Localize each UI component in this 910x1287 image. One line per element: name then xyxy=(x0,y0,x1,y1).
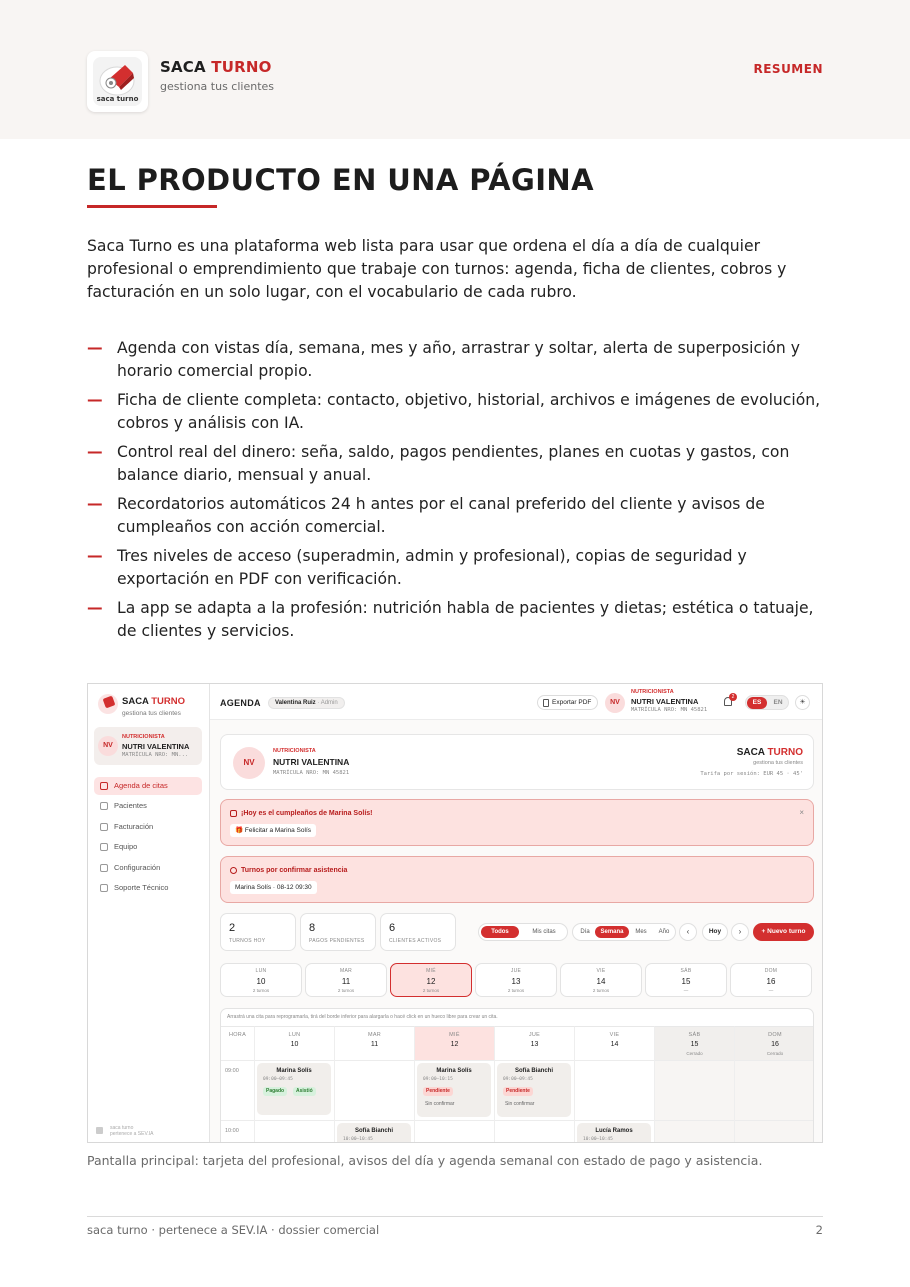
headset-icon xyxy=(100,884,108,892)
grid-day-header-today: MIÉ 12 xyxy=(414,1026,494,1060)
sidebar-item-equipo[interactable]: Equipo xyxy=(94,838,202,856)
grid-line xyxy=(414,1060,415,1143)
congratulate-button[interactable]: 🎁 Felicitar a Marina Solís xyxy=(230,824,316,837)
lang-es[interactable]: ES xyxy=(747,697,767,709)
day-card[interactable]: VIE 14 2 turnos xyxy=(560,963,642,997)
app-topbar: AGENDA Valentina Ruiz · Admin Exportar PDF NV NUTRICIONISTA NUTRI VALENTINA MATRÍCULA NRO: MN 45821 2 ES EN ☀ xyxy=(210,684,823,720)
grid-day-header: LUN 10 xyxy=(254,1026,334,1060)
page-number: 2 xyxy=(815,1223,823,1237)
team-icon xyxy=(100,843,108,851)
topbar-title: AGENDA xyxy=(220,698,261,708)
appointment-card[interactable]: Sofía Bianchi 10:00–10:45 xyxy=(337,1123,411,1143)
grid-line xyxy=(574,1060,575,1143)
sidebar-footer: saca turno pertenece a SEV.IA xyxy=(110,1125,154,1137)
view-year[interactable]: Año xyxy=(658,929,670,935)
user-chip[interactable]: Valentina Ruiz · Admin xyxy=(268,697,345,709)
section-label: RESUMEN xyxy=(753,62,823,76)
today-button[interactable]: Hoy xyxy=(702,923,728,941)
appointment-card[interactable]: Marina Solís 09:00–10:15 Pendiente Sin confirmar xyxy=(417,1063,491,1117)
status-badge: Pendiente xyxy=(423,1087,453,1096)
app-logo xyxy=(87,51,148,112)
footer-divider xyxy=(87,1216,823,1217)
birthday-alert: ¡Hoy es el cumpleaños de Marina Solís! 🎁 Felicitar a Marina Solís × xyxy=(220,799,814,846)
new-appointment-button[interactable]: + Nuevo turno xyxy=(753,923,814,941)
dash-icon: — xyxy=(87,443,103,461)
status-badge: Asistió xyxy=(293,1087,316,1096)
stat-card: 2 TURNOS HOY xyxy=(220,913,296,951)
appointment-card[interactable]: Sofía Bianchi 09:00–09:45 Pendiente Sin confirmar xyxy=(497,1063,571,1117)
feature-item: — Ficha de cliente completa: contacto, objetivo, historial, archivos e imágenes de evolución, cobros y análisis con IA. xyxy=(87,391,821,432)
closed-column xyxy=(654,1060,734,1143)
app-main xyxy=(210,684,823,1143)
time-label: 10:00 xyxy=(225,1128,239,1134)
feature-item: — Agenda con vistas día, semana, mes y año, arrastrar y soltar, alerta de superposición y horario comercial propio. xyxy=(87,339,801,380)
sidebar-logo-icon xyxy=(98,694,118,714)
appointment-card[interactable]: Lucía Ramos 10:00–10:45 xyxy=(577,1123,651,1143)
filter-mine[interactable]: Mis citas xyxy=(532,929,556,935)
brand-name: SACA TURNO xyxy=(160,58,272,76)
feature-item: — Recordatorios automáticos 24 h antes por el canal preferido del cliente y avisos de cumpleaños con acción comercial. xyxy=(87,495,765,536)
feature-item: — Tres niveles de acceso (superadmin, admin y profesional), copias de seguridad y exportación en PDF con verificación. xyxy=(87,547,747,588)
day-card[interactable]: SÁB 15 — xyxy=(645,963,727,997)
dash-icon: — xyxy=(87,339,103,357)
stat-card: 6 CLIENTES ACTIVOS xyxy=(380,913,456,951)
feature-item: — Control real del dinero: seña, saldo, pagos pendientes, planes en cuotas y gastos, con balance diario, mensual y anual. xyxy=(87,443,790,484)
app-sidebar: SACA TURNO gestiona tus clientes NV NUTRICIONISTA NUTRI VALENTINA MATRÍCULA NRO: MN... Agenda de citas Pacientes Facturación Equipo Configuración Soporte Técnico saca turno pertenece a SEV.IA xyxy=(88,684,210,1143)
view-toggle xyxy=(572,923,676,941)
figure-caption: Pantalla principal: tarjeta del profesional, avisos del día y agenda semanal con estado de pago y asistencia. xyxy=(87,1153,763,1168)
language-toggle[interactable] xyxy=(745,695,789,710)
feature-item: — La app se adapta a la profesión: nutrición habla de pacientes y dietas; estética o tatuaje, de clientes y servicios. xyxy=(87,599,814,640)
avatar[interactable]: NV xyxy=(605,693,625,713)
chevron-left-icon[interactable]: ‹ xyxy=(679,923,697,941)
day-card[interactable]: JUE 13 2 turnos xyxy=(475,963,557,997)
grid-day-header: JUE 13 xyxy=(494,1026,574,1060)
title-underline xyxy=(87,205,217,208)
view-week[interactable]: Semana xyxy=(595,926,629,938)
grid-day-header-closed: SÁB 15 Cerrado xyxy=(654,1026,734,1060)
sidebar-item-pacientes[interactable]: Pacientes xyxy=(94,797,202,815)
sidebar-item-configuracion[interactable]: Configuración xyxy=(94,859,202,877)
grid-line xyxy=(494,1060,495,1143)
view-month[interactable]: Mes xyxy=(635,929,647,935)
confirm-alert: Turnos por confirmar asistencia Marina Solís · 08-12 09:30 xyxy=(220,856,814,903)
pending-appointment-chip[interactable]: Marina Solís · 08-12 09:30 xyxy=(230,881,317,894)
week-grid xyxy=(220,1008,814,1143)
filter-toggle xyxy=(478,923,568,941)
sun-icon[interactable]: ☀ xyxy=(795,695,810,710)
view-day[interactable]: Día xyxy=(580,929,590,935)
grid-line xyxy=(221,1120,814,1121)
notification-badge: 2 xyxy=(729,693,737,701)
gift-icon xyxy=(230,810,237,817)
file-icon xyxy=(543,699,549,707)
gear-icon xyxy=(100,864,108,872)
page-title: EL PRODUCTO EN UNA PÁGINA xyxy=(87,163,594,197)
sidebar-profile-card[interactable]: NV NUTRICIONISTA NUTRI VALENTINA MATRÍCULA NRO: MN... xyxy=(94,727,202,765)
filter-all[interactable]: Todos xyxy=(481,926,519,938)
intro-paragraph: Saca Turno es una plataforma web lista para usar que ordena el día a día de cualquier profesional o emprendimiento que trabaje con turnos: agenda, ficha de clientes, cobros y facturación en un solo lugar, con el vocabulario de cada rubro. xyxy=(87,237,787,301)
clock-icon xyxy=(230,867,237,874)
sidebar-item-facturacion[interactable]: Facturación xyxy=(94,818,202,836)
hour-header: HORA xyxy=(221,1026,254,1060)
brand-tagline: gestiona tus clientes xyxy=(160,80,275,93)
sidebar-item-soporte[interactable]: Soporte Técnico xyxy=(94,879,202,897)
time-label: 09:00 xyxy=(225,1068,239,1074)
calendar-icon xyxy=(100,782,108,790)
stat-card: 8 PAGOS PENDIENTES xyxy=(300,913,376,951)
invoice-icon xyxy=(100,823,108,831)
users-icon xyxy=(100,802,108,810)
professional-card: NV NUTRICIONISTA NUTRI VALENTINA MATRÍCULA NRO: MN 45821 SACA TURNO gestiona tus clientes Tarifa por sesión: EUR 45 · 45' xyxy=(220,734,814,790)
status-badge: Pagado xyxy=(263,1087,287,1096)
grid-line xyxy=(221,1060,814,1061)
avatar: NV xyxy=(98,736,118,756)
day-card[interactable]: DOM 16 — xyxy=(730,963,812,997)
appointment-card[interactable]: Marina Solís 09:00–09:45 Pagado Asistió xyxy=(257,1063,331,1115)
grid-day-header: VIE 14 xyxy=(574,1026,654,1060)
status-badge: Pendiente xyxy=(503,1087,533,1096)
grid-hint: Arrastrá una cita para reprogramarla, tirá del borde inferior para alargarla o hacé click en un hueco libre para crear un cita. xyxy=(227,1014,498,1020)
grid-line xyxy=(654,1060,655,1143)
day-card[interactable]: LUN 10 2 turnos xyxy=(220,963,302,997)
chevron-right-icon[interactable]: › xyxy=(731,923,749,941)
sidebar-footer-icon xyxy=(96,1127,103,1134)
closed-column xyxy=(734,1060,814,1143)
dash-icon: — xyxy=(87,495,103,513)
lang-en[interactable]: EN xyxy=(773,699,783,706)
sidebar-item-agenda[interactable]: Agenda de citas xyxy=(94,777,202,795)
logo-text: saca turno xyxy=(96,95,139,103)
grid-line xyxy=(334,1060,335,1143)
dash-icon: — xyxy=(87,391,103,409)
dash-icon: — xyxy=(87,547,103,565)
dash-icon: — xyxy=(87,599,103,617)
grid-day-header-closed: DOM 16 Cerrado xyxy=(734,1026,814,1060)
feature-list xyxy=(87,337,823,649)
app-screenshot xyxy=(87,683,823,1143)
footer-text: saca turno · pertenece a SEV.IA · dossier comercial xyxy=(87,1223,380,1237)
export-pdf-button[interactable]: Exportar PDF xyxy=(537,695,598,710)
grid-day-header: MAR 11 xyxy=(334,1026,414,1060)
day-card-selected[interactable]: MIÉ 12 2 turnos xyxy=(390,963,472,997)
avatar: NV xyxy=(233,747,265,779)
grid-line xyxy=(254,1060,255,1143)
day-card[interactable]: MAR 11 2 turnos xyxy=(305,963,387,997)
grid-line xyxy=(734,1060,735,1143)
close-icon[interactable]: × xyxy=(799,808,804,817)
